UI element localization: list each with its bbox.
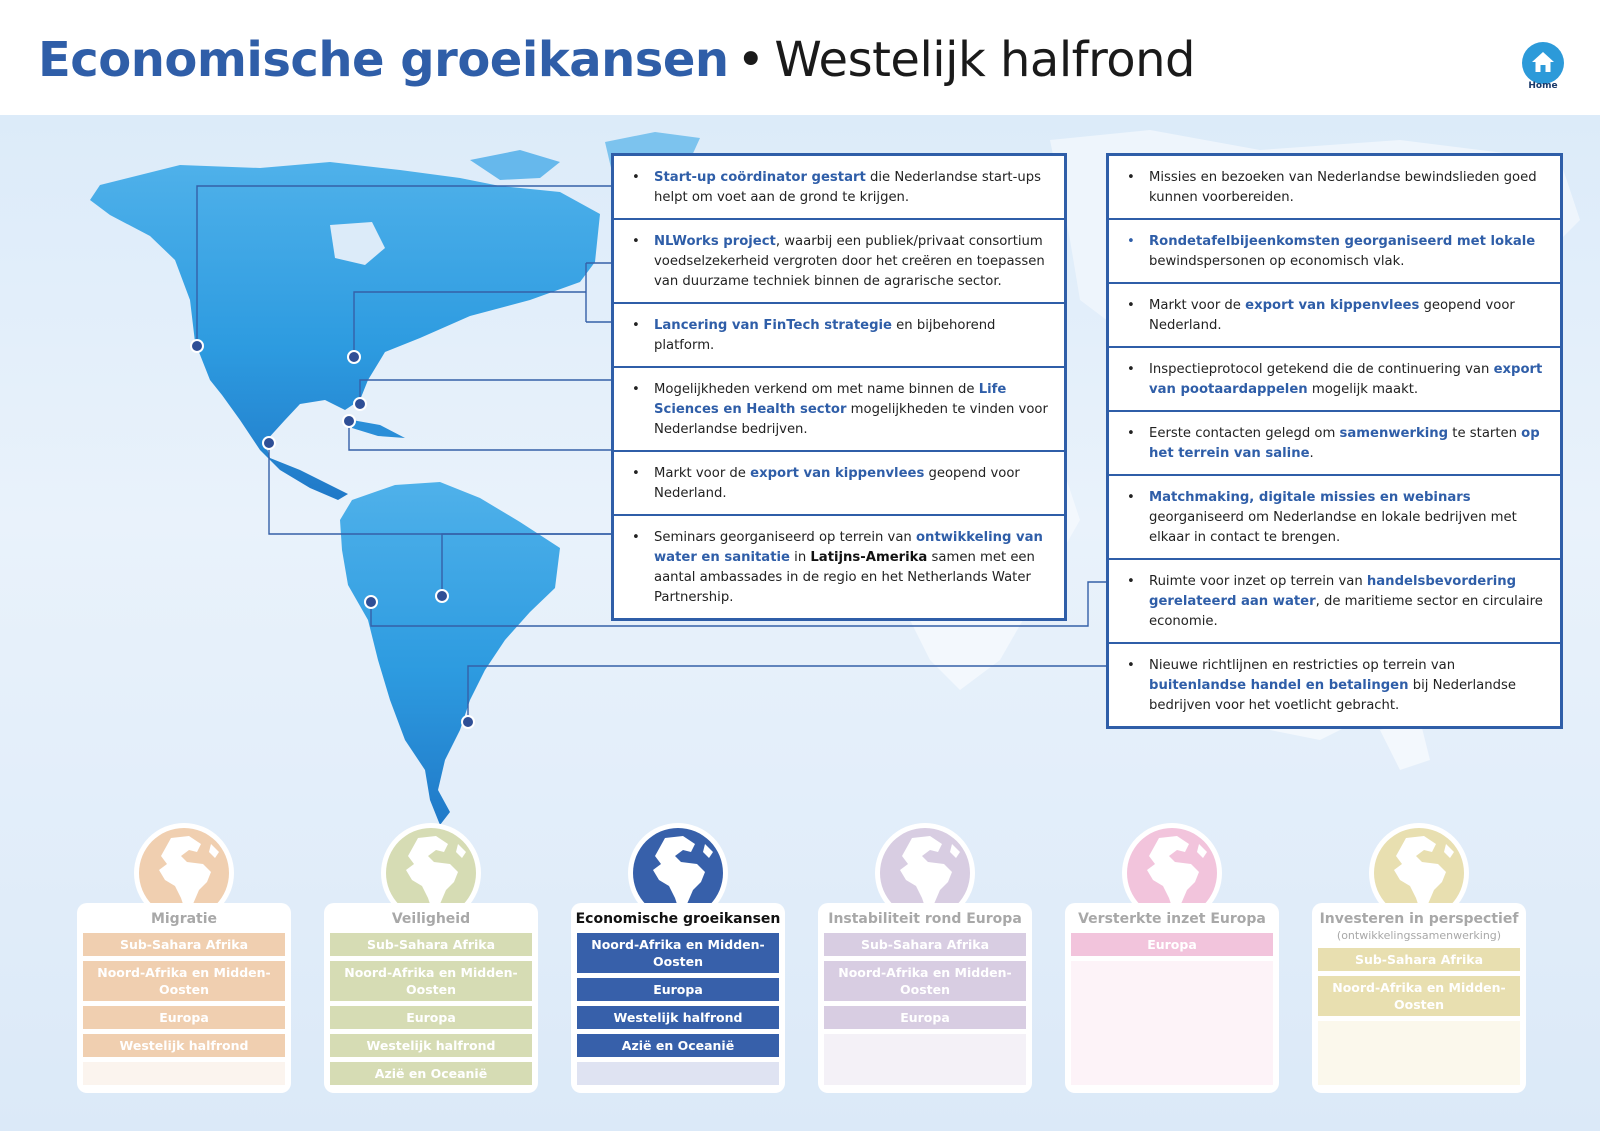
- body-text: Inspectieprotocol getekend die de continuering van: [1149, 362, 1494, 377]
- marker-peru: [365, 596, 377, 608]
- right-item: [1109, 220, 1560, 284]
- region-link[interactable]: Noord-Afrika en Midden-Oosten: [824, 961, 1026, 1001]
- theme-card[interactable]: [1065, 903, 1279, 1093]
- body-text: Nieuwe richtlijnen en restricties op terrein van: [1149, 658, 1456, 673]
- body-text: en bijbehorend platform.: [654, 318, 996, 353]
- body-text: Eerste contacten gelegd om: [1149, 426, 1340, 441]
- region-link[interactable]: Sub-Sahara Afrika: [1318, 948, 1520, 971]
- theme-card[interactable]: [1312, 903, 1526, 1093]
- title-main: Economische groeikansen: [38, 32, 729, 88]
- highlight-text: export van pootaardappelen: [1149, 362, 1543, 397]
- body-text: Missies en bezoeken van Nederlandse bewindslieden goed kunnen voorbereiden.: [1149, 170, 1537, 205]
- card-filler: [1318, 1021, 1520, 1085]
- marker-brazil: [436, 590, 448, 602]
- region-link[interactable]: Azië en Oceanië: [330, 1062, 532, 1085]
- left-item: [614, 452, 1064, 516]
- left-item: [614, 368, 1064, 452]
- highlight-text: Life Sciences en Health sector: [654, 382, 1007, 417]
- title-separator: •: [736, 32, 765, 88]
- body-text: , de maritieme sector en circulaire economie.: [1149, 594, 1543, 629]
- marker-florida: [354, 398, 366, 410]
- body-text: mogelijkheden te vinden voor Nederlandse bedrijven.: [654, 402, 1048, 437]
- right-item: [1109, 560, 1560, 644]
- body-text: bij Nederlandse bedrijven voor het voetlicht gebracht.: [1149, 678, 1516, 713]
- right-info-list: [1109, 156, 1560, 726]
- right-item: [1109, 644, 1560, 726]
- card-title[interactable]: Investeren in perspectief: [1319, 911, 1519, 927]
- card-title[interactable]: Economische groeikansen: [575, 911, 781, 927]
- region-link[interactable]: Westelijk halfrond: [83, 1034, 285, 1057]
- card-subtitle: (ontwikkelingssamenwerking): [1336, 929, 1502, 942]
- body-text: Mogelijkheden verkend om met name binnen de: [654, 382, 979, 397]
- highlight-text: export van kippenvlees: [750, 466, 925, 481]
- right-info-box: [1106, 153, 1563, 729]
- body-text: mogelijk maakt.: [1307, 382, 1419, 397]
- left-item: [614, 156, 1064, 220]
- marker-usa-west: [191, 340, 203, 352]
- highlight-text: buitenlandse handel en betalingen: [1149, 678, 1409, 693]
- theme-card[interactable]: [77, 903, 291, 1093]
- card-title[interactable]: Veiligheid: [391, 911, 471, 927]
- body-text: Ruimte voor inzet op terrein van: [1149, 574, 1367, 589]
- title-region: Westelijk halfrond: [774, 32, 1196, 88]
- region-link[interactable]: Europa: [1071, 933, 1273, 956]
- body-text: samen met een aantal ambassades in de regio en het Netherlands Water Partnership.: [654, 550, 1035, 605]
- card-title[interactable]: Versterkte inzet Europa: [1078, 911, 1266, 927]
- card-filler: [1071, 961, 1273, 1085]
- marker-usa-east: [348, 351, 360, 363]
- region-link[interactable]: Noord-Afrika en Midden-Oosten: [83, 961, 285, 1001]
- region-link[interactable]: Westelijk halfrond: [577, 1006, 779, 1029]
- left-item: [614, 516, 1064, 618]
- highlight-text: op het terrein van saline: [1149, 426, 1540, 461]
- right-item: [1109, 348, 1560, 412]
- body-text: , waarbij een publiek/privaat consortium voedselzekerheid vergroten door het creëren en toepassen van duurzame techniek binnen de agrarische sector.: [654, 234, 1045, 289]
- home-label: Home: [1528, 81, 1558, 91]
- body-text: die Nederlandse start-ups helpt om voet aan de grond te krijgen.: [654, 170, 1041, 205]
- header: [0, 0, 1600, 115]
- region-link[interactable]: Azië en Oceanië: [577, 1034, 779, 1057]
- marker-argentina: [462, 716, 474, 728]
- body-text: geopend voor Nederland.: [654, 466, 1020, 501]
- card-title[interactable]: Migratie: [150, 911, 218, 927]
- region-link[interactable]: Westelijk halfrond: [330, 1034, 532, 1057]
- region-link[interactable]: Europa: [824, 1006, 1026, 1029]
- right-item: [1109, 476, 1560, 560]
- body-text: geopend voor Nederland.: [1149, 298, 1515, 333]
- region-link[interactable]: Noord-Afrika en Midden-Oosten: [577, 933, 779, 973]
- body-text: Markt voor de: [654, 466, 751, 481]
- marker-mexico: [263, 437, 275, 449]
- body-text: .: [1309, 446, 1314, 461]
- region-link[interactable]: Europa: [83, 1006, 285, 1029]
- region-link[interactable]: Europa: [330, 1006, 532, 1029]
- body-text: in: [789, 550, 811, 565]
- home-icon: [1531, 50, 1555, 74]
- highlight-text: NLWorks project: [654, 234, 776, 249]
- theme-card[interactable]: [571, 903, 785, 1093]
- body-text: georganiseerd om Nederlandse en lokale bedrijven met elkaar in contact te brengen.: [1149, 510, 1517, 545]
- left-info-list: [614, 156, 1064, 618]
- highlight-text: export van kippenvlees: [1245, 298, 1420, 313]
- marker-caribbean: [343, 415, 355, 427]
- right-item: [1109, 412, 1560, 476]
- highlight-text: Start-up coördinator gestart: [654, 170, 866, 185]
- body-text: Markt voor de: [1149, 298, 1246, 313]
- card-filler: [83, 1062, 285, 1085]
- region-link[interactable]: Noord-Afrika en Midden-Oosten: [1318, 976, 1520, 1016]
- right-item: [1109, 156, 1560, 220]
- left-item: [614, 304, 1064, 368]
- card-filler: [577, 1062, 779, 1085]
- body-text: te starten: [1448, 426, 1522, 441]
- card-filler: [824, 1034, 1026, 1085]
- region-link[interactable]: Noord-Afrika en Midden-Oosten: [330, 961, 532, 1001]
- region-link[interactable]: Sub-Sahara Afrika: [330, 933, 532, 956]
- body-text: bewindspersonen op economisch vlak.: [1149, 254, 1405, 269]
- region-link[interactable]: Sub-Sahara Afrika: [83, 933, 285, 956]
- left-item: [614, 220, 1064, 304]
- bold-text: Latijns-Amerika: [810, 550, 928, 565]
- right-item: [1109, 284, 1560, 348]
- theme-card[interactable]: [324, 903, 538, 1093]
- left-info-box: [611, 153, 1067, 621]
- theme-card[interactable]: [818, 903, 1032, 1093]
- highlight-text: Rondetafelbijeenkomsten georganiseerd met lokale: [1149, 234, 1536, 249]
- card-title[interactable]: Instabiliteit rond Europa: [828, 911, 1022, 927]
- highlight-text: Matchmaking, digitale missies en webinars: [1149, 490, 1471, 505]
- highlight-text: ontwikkeling van water en sanitatie: [654, 530, 1043, 565]
- region-link[interactable]: Europa: [577, 978, 779, 1001]
- page-title: [38, 30, 1195, 90]
- highlight-text: Lancering van FinTech strategie: [654, 318, 892, 333]
- highlight-text: handelsbevordering gerelateerd aan water: [1149, 574, 1517, 609]
- region-link[interactable]: Sub-Sahara Afrika: [824, 933, 1026, 956]
- home-button[interactable]: [1522, 42, 1564, 84]
- body-text: Seminars georganiseerd op terrein van: [654, 530, 916, 545]
- highlight-text: samenwerking: [1339, 426, 1449, 441]
